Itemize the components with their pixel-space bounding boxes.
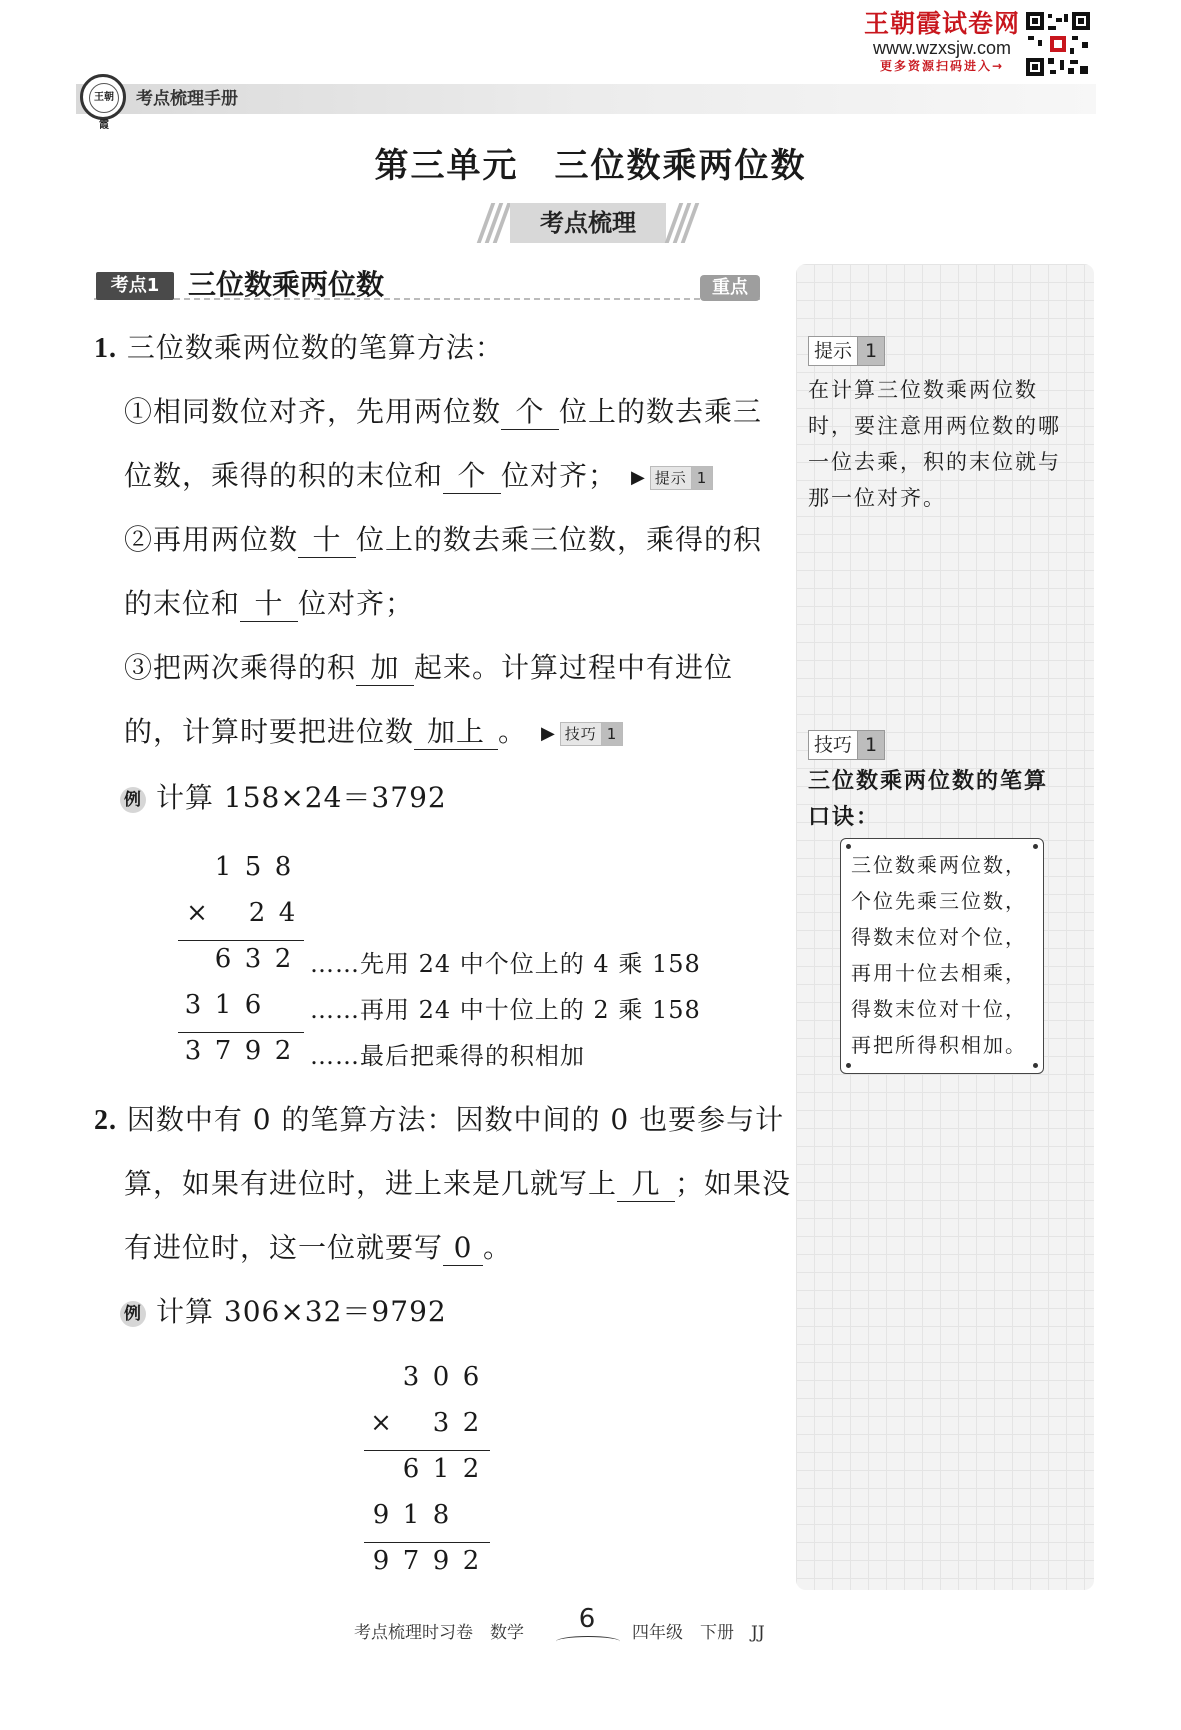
digit: 8: [274, 852, 292, 882]
calc-row: [178, 990, 268, 1020]
calc-row: [366, 1546, 486, 1576]
digit: 3: [184, 1036, 202, 1066]
skill-tag: [808, 730, 885, 760]
unit-title: 第三单元 三位数乘两位数: [374, 146, 807, 186]
ref-number: 1: [692, 466, 714, 490]
text-run: ③把两次乘得的积: [124, 651, 357, 684]
text-run: 。: [483, 1231, 513, 1264]
calc-row: [208, 852, 298, 882]
item1-line: [124, 456, 713, 496]
digit: 4: [278, 898, 296, 928]
digit: 3: [244, 944, 262, 974]
rhyme-line: 再用十位去相乘，: [851, 961, 1027, 985]
example1-heading: [120, 778, 447, 818]
digit: 9: [372, 1546, 390, 1576]
multiply-sign: ×: [186, 898, 208, 928]
item1-line: [124, 648, 733, 688]
tip-line: 一位去乘，积的末位就与: [808, 450, 1061, 474]
digit: 2: [248, 898, 266, 928]
brand-block: [852, 10, 1032, 74]
kaodian-title: 三位数乘两位数: [188, 268, 385, 301]
item1-heading-text: 三位数乘两位数的笔算方法：: [126, 331, 504, 364]
text-run: 的末位和: [124, 587, 241, 620]
rhyme-line: 个位先乘三位数，: [851, 889, 1027, 913]
tip-text: [808, 372, 1086, 516]
brand-url[interactable]: www.wzxsjw.com: [872, 38, 1011, 58]
key-point-badge: 重点: [700, 275, 760, 301]
rhyme-line: 再把所得积相加。: [851, 1033, 1027, 1057]
item-number: 1.: [94, 333, 117, 364]
digit: 0: [432, 1362, 450, 1392]
text-run: 位上的数去乘三: [559, 395, 763, 428]
tip-number: 1: [858, 336, 885, 366]
item-number: 2.: [94, 1105, 117, 1136]
item2-line: [94, 1100, 784, 1141]
skill-reference[interactable]: [541, 722, 623, 746]
footer-right: 四年级 下册 JJ: [632, 1623, 765, 1643]
text-run: 因数中有 0 的笔算方法：因数中间的 0 也要参与计: [126, 1103, 785, 1136]
calc-row: [396, 1454, 486, 1484]
example-tag: 例: [120, 787, 146, 813]
header-title: 考点梳理手册: [136, 89, 238, 109]
tip-label: 提示: [808, 336, 858, 366]
skill-heading-line: 口诀：: [808, 805, 881, 830]
calc-rule: [178, 940, 304, 941]
skill-label: 技巧: [808, 730, 858, 760]
rhyme-line: 得数末位对十位，: [851, 997, 1027, 1021]
digit: 5: [244, 852, 262, 882]
item2-line: [124, 1228, 512, 1268]
pin-dot: [846, 844, 851, 849]
digit: 9: [432, 1546, 450, 1576]
multiply-sign: ×: [370, 1408, 392, 1438]
calc-rule: [178, 1032, 304, 1033]
answer-blank[interactable]: 个: [443, 459, 501, 494]
item1-line: [124, 392, 762, 432]
digit: 7: [402, 1546, 420, 1576]
brand-tagline: 更多资源扫码进入→: [879, 59, 1005, 73]
calc-note: ……最后把乘得的积相加: [310, 1042, 585, 1070]
item1-line: [124, 712, 623, 752]
digit: 7: [214, 1036, 232, 1066]
digit: 3: [432, 1408, 450, 1438]
calc-row: [366, 1408, 486, 1438]
digit: 6: [462, 1362, 480, 1392]
publisher-logo-icon: [80, 74, 126, 131]
calc-row: [182, 898, 302, 928]
item1-line: [124, 520, 762, 560]
calc-row: [178, 1036, 298, 1066]
pin-dot: [846, 1063, 851, 1068]
digit: 9: [244, 1036, 262, 1066]
ref-label: 技巧: [560, 722, 602, 746]
calc-row: [366, 1500, 456, 1530]
text-run: ①相同数位对齐，先用两位数: [124, 395, 502, 428]
play-arrow-icon: ▶: [630, 466, 646, 488]
rhyme-box: [840, 838, 1044, 1074]
skill-heading-line: 三位数乘两位数的笔算: [808, 769, 1049, 794]
rhyme-line: 得数末位对个位，: [851, 925, 1027, 949]
item2-line: [124, 1164, 791, 1204]
book-icon: [556, 1636, 620, 1647]
rhyme-line: 三位数乘两位数，: [851, 853, 1027, 877]
digit: 6: [214, 944, 232, 974]
digit: 1: [214, 852, 232, 882]
text-run: 位对齐；: [501, 459, 618, 492]
calc-note: ……先用 24 中个位上的 4 乘 158: [310, 950, 701, 978]
digit: 3: [184, 990, 202, 1020]
calc-row: [396, 1362, 486, 1392]
digit: 6: [244, 990, 262, 1020]
answer-blank[interactable]: 几: [617, 1167, 675, 1202]
brand-name: 王朝霞试卷网: [863, 9, 1020, 38]
play-arrow-icon: ▶: [540, 722, 556, 744]
digit: 1: [214, 990, 232, 1020]
item1-heading: [94, 328, 504, 369]
calc-rule: [364, 1542, 490, 1543]
text-run: ；如果没: [675, 1167, 792, 1200]
answer-blank[interactable]: 0: [443, 1231, 483, 1266]
digit: 2: [462, 1546, 480, 1576]
text-run: 有进位时，这一位就要写: [124, 1231, 444, 1264]
ref-label: 提示: [650, 466, 692, 490]
text-run: ②再用两位数: [124, 523, 299, 556]
digit: 2: [462, 1408, 480, 1438]
tip-line: 在计算三位数乘两位数: [808, 378, 1038, 402]
text-run: 位数，乘得的积的末位和: [124, 459, 444, 492]
digit: 2: [274, 944, 292, 974]
footer-left: 考点梳理时习卷 数学: [354, 1623, 524, 1643]
tip-reference[interactable]: [631, 466, 713, 490]
text-run: 位上的数去乘三位数，乘得的积: [356, 523, 763, 556]
example2-heading: [120, 1292, 447, 1332]
tip-line: 那一位对齐。: [808, 486, 946, 510]
digit: 3: [402, 1362, 420, 1392]
text-run: 的，计算时要把进位数: [124, 715, 415, 748]
page-number: 6: [578, 1604, 596, 1634]
calc-rule: [364, 1450, 490, 1451]
digit: 8: [432, 1500, 450, 1530]
answer-blank[interactable]: 个: [501, 395, 559, 430]
pin-dot: [1033, 844, 1038, 849]
example1-text: 计算 158×24＝3792: [156, 781, 447, 814]
text-run: 。: [498, 715, 528, 748]
text-run: 起来。计算过程中有进位: [414, 651, 734, 684]
digit: 1: [402, 1500, 420, 1530]
skill-heading: [808, 764, 1086, 836]
text-run: 位对齐；: [298, 587, 415, 620]
example-tag: 例: [120, 1301, 146, 1327]
digit: 2: [462, 1454, 480, 1484]
kaodian-tag: 考点1: [96, 272, 174, 300]
answer-blank[interactable]: 十: [298, 523, 356, 558]
skill-number: 1: [858, 730, 885, 760]
example2-text: 计算 306×32＝9792: [156, 1295, 447, 1328]
section-banner-label: 考点梳理: [540, 209, 636, 237]
answer-blank[interactable]: 加: [356, 651, 414, 686]
answer-blank[interactable]: 加上: [414, 715, 498, 750]
digit: 1: [432, 1454, 450, 1484]
digit: 2: [274, 1036, 292, 1066]
text-run: 算，如果有进位时，进上来是几就写上: [124, 1167, 618, 1200]
calc-note: ……再用 24 中十位上的 2 乘 158: [310, 996, 701, 1024]
tip-line: 时，要注意用两位数的哪: [808, 414, 1061, 438]
tip-tag: [808, 336, 885, 366]
item1-line: [124, 584, 414, 624]
pin-dot: [1033, 1063, 1038, 1068]
digit: 6: [402, 1454, 420, 1484]
section-banner: [480, 203, 696, 243]
calc-row: [208, 944, 298, 974]
digit: 9: [372, 1500, 390, 1530]
ref-number: 1: [602, 722, 624, 746]
answer-blank[interactable]: 十: [240, 587, 298, 622]
qr-code-icon[interactable]: [1026, 12, 1090, 76]
logo-text: 王朝霞: [89, 83, 119, 113]
